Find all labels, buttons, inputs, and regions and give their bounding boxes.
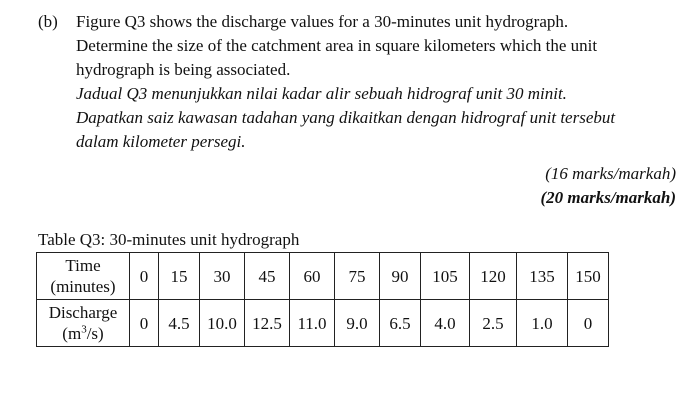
time-cell: 60 [290, 253, 335, 300]
time-header-cell [37, 253, 130, 300]
discharge-cell: 10.0 [200, 300, 245, 347]
discharge-cell: 0 [568, 300, 609, 347]
discharge-cell: 6.5 [380, 300, 421, 347]
discharge-cell: 0 [130, 300, 159, 347]
question-malay-line-3: dalam kilometer persegi. [76, 132, 246, 151]
discharge-header-label: Discharge [48, 303, 118, 322]
time-header-label: Time [65, 256, 101, 275]
discharge-unit-superscript: 3 [81, 323, 87, 336]
marks-revised: (20 marks/markah) [540, 188, 676, 207]
table-row-discharge [37, 300, 609, 347]
discharge-header-cell [37, 300, 130, 347]
question-body [76, 10, 678, 154]
time-cell: 135 [517, 253, 568, 300]
discharge-cell: 1.0 [517, 300, 568, 347]
discharge-cell: 2.5 [470, 300, 517, 347]
question-label: (b) [38, 12, 58, 31]
question-english-line-3: hydrograph is being associated. [76, 60, 291, 79]
table-caption: Table Q3: 30-minutes unit hydrograph [38, 230, 300, 249]
discharge-unit-post: /s) [86, 324, 104, 343]
time-cell: 15 [159, 253, 200, 300]
time-cell: 0 [130, 253, 159, 300]
discharge-cell: 9.0 [335, 300, 380, 347]
time-cell: 45 [245, 253, 290, 300]
question-english-line-2: Determine the size of the catchment area in square kilometers which the unit [76, 36, 598, 55]
discharge-cell: 11.0 [290, 300, 335, 347]
discharge-header-unit [37, 323, 129, 344]
question-english-line-1: Figure Q3 shows the discharge values for a 30-minutes unit hydrograph. [76, 12, 569, 31]
discharge-cell: 4.0 [421, 300, 470, 347]
time-header-unit: (minutes) [50, 277, 116, 296]
question-block [38, 10, 678, 154]
time-cell: 90 [380, 253, 421, 300]
time-cell: 75 [335, 253, 380, 300]
discharge-cell: 4.5 [159, 300, 200, 347]
question-malay-line-1: Jadual Q3 menunjukkan nilai kadar alir sebuah hidrograf unit 30 minit. [76, 84, 567, 103]
discharge-unit-pre: (m [62, 324, 82, 343]
time-cell: 150 [568, 253, 609, 300]
question-malay-line-2: Dapatkan saiz kawasan tadahan yang dikaitkan dengan hidrograf unit tersebut [76, 108, 616, 127]
time-cell: 105 [421, 253, 470, 300]
hydrograph-table [36, 252, 609, 347]
marks-original: (16 marks/markah) [545, 164, 676, 183]
time-cell: 120 [470, 253, 517, 300]
table-row-time [37, 253, 609, 300]
time-cell: 30 [200, 253, 245, 300]
discharge-cell: 12.5 [245, 300, 290, 347]
